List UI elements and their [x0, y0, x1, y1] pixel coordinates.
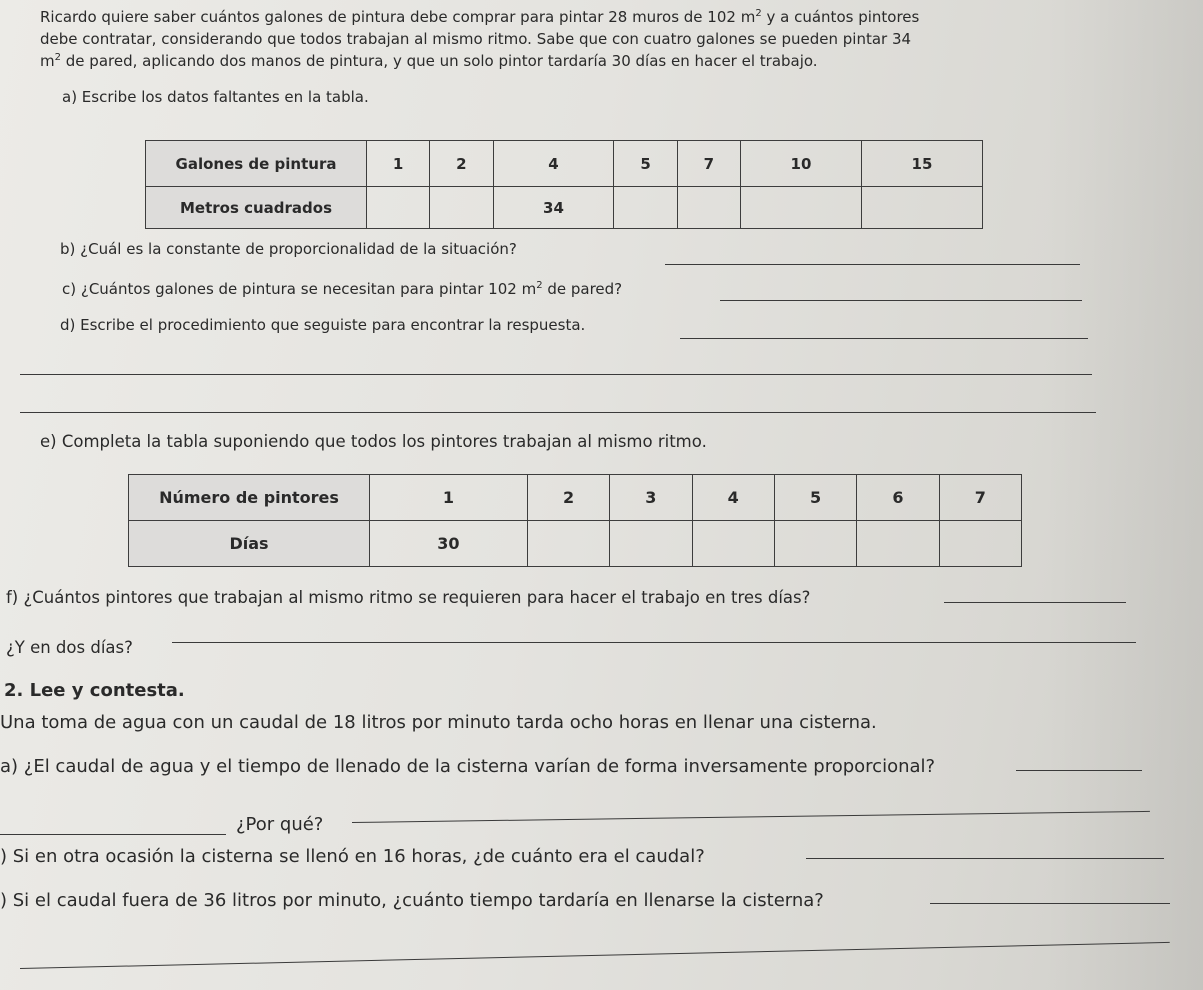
painters-cell: 6: [857, 475, 939, 521]
section-2-title: 2. Lee y contesta.: [4, 680, 185, 701]
page-shadow: [1043, 0, 1203, 990]
answer-line-2c[interactable]: [930, 903, 1170, 904]
area-cell[interactable]: [430, 187, 493, 229]
days-cell[interactable]: [774, 521, 856, 567]
area-cell[interactable]: [614, 187, 677, 229]
days-cell[interactable]: [939, 521, 1021, 567]
answer-line-c[interactable]: [720, 300, 1082, 301]
painters-cell: 1: [370, 475, 528, 521]
days-cell[interactable]: [857, 521, 939, 567]
paint-table-row-gallons: [146, 141, 983, 187]
paint-table: [145, 140, 983, 229]
area-cell[interactable]: [740, 187, 861, 229]
painters-cell: 5: [774, 475, 856, 521]
answer-line-d-3[interactable]: [20, 412, 1096, 413]
area-header: Metros cuadrados: [146, 187, 367, 229]
days-cell[interactable]: [610, 521, 692, 567]
painters-cell: 4: [692, 475, 774, 521]
gallons-cell: 2: [430, 141, 493, 187]
area-cell[interactable]: [861, 187, 982, 229]
answer-line-d-2[interactable]: [20, 374, 1092, 375]
gallons-cell: 5: [614, 141, 677, 187]
painters-table: [128, 474, 1022, 567]
gallons-cell: 7: [677, 141, 740, 187]
area-cell[interactable]: [677, 187, 740, 229]
area-cell[interactable]: [367, 187, 430, 229]
section-2-text: Una toma de agua con un caudal de 18 litros por minuto tarda ocho horas en llenar una cisterna.: [0, 712, 877, 733]
painters-table-row-count: [129, 475, 1022, 521]
answer-line-f-2[interactable]: [172, 642, 1136, 643]
answer-line-2c-2[interactable]: [20, 942, 1170, 969]
section-2-question-a: a) ¿El caudal de agua y el tiempo de llenado de la cisterna varían de forma inversamente proporcional?: [0, 756, 936, 777]
gallons-cell: 1: [367, 141, 430, 187]
painters-cell: 2: [527, 475, 609, 521]
question-c: c) ¿Cuántos galones de pintura se necesitan para pintar 102 $m^2$ de pared?: [62, 280, 623, 298]
days-cell[interactable]: [692, 521, 774, 567]
intro-line-2: debe contratar, considerando que todos trabajan al mismo ritmo. Sabe que con cuatro galones se pueden pintar 34: [40, 30, 912, 48]
painters-cell: 7: [939, 475, 1021, 521]
question-d: d) Escribe el procedimiento que seguiste para encontrar la respuesta.: [60, 316, 586, 334]
painters-table-row-days: [129, 521, 1022, 567]
gallons-cell: 10: [740, 141, 861, 187]
answer-line-2b[interactable]: [806, 858, 1164, 859]
days-cell[interactable]: [527, 521, 609, 567]
gallons-header: Galones de pintura: [146, 141, 367, 187]
area-cell: 34: [493, 187, 614, 229]
intro-line-3: $m^2$ de pared, aplicando dos manos de pintura, y que un solo pintor tardaría 30 días en hacer el trabajo.: [40, 52, 818, 70]
section-2-question-b: ) Si en otra ocasión la cisterna se llenó en 16 horas, ¿de cuánto era el caudal?: [0, 846, 705, 867]
days-header: Días: [129, 521, 370, 567]
paint-table-row-area: [146, 187, 983, 229]
answer-line-2a-pre[interactable]: [0, 834, 226, 835]
question-e: e) Completa la tabla suponiendo que todos los pintores trabajan al mismo ritmo.: [40, 432, 707, 451]
question-b: b) ¿Cuál es la constante de proporcionalidad de la situación?: [60, 240, 517, 258]
question-f-2: ¿Y en dos días?: [6, 638, 133, 657]
section-2-question-c: ) Si el caudal fuera de 36 litros por minuto, ¿cuánto tiempo tardaría en llenarse la cisterna?: [0, 890, 824, 911]
answer-line-b[interactable]: [665, 264, 1080, 265]
days-cell: 30: [370, 521, 528, 567]
answer-line-2a-why[interactable]: [352, 811, 1150, 823]
gallons-cell: 15: [861, 141, 982, 187]
intro-line-1: Ricardo quiere saber cuántos galones de pintura debe comprar para pintar 28 muros de 102 $m^2$ y a cuántos pintores: [40, 8, 920, 26]
question-f: f) ¿Cuántos pintores que trabajan al mismo ritmo se requieren para hacer el trabajo en tres días?: [6, 588, 811, 607]
answer-line-2a[interactable]: [1016, 770, 1142, 771]
painters-cell: 3: [610, 475, 692, 521]
question-a: a) Escribe los datos faltantes en la tabla.: [62, 88, 369, 106]
gallons-cell: 4: [493, 141, 614, 187]
painters-header: Número de pintores: [129, 475, 370, 521]
answer-line-f[interactable]: [944, 602, 1126, 603]
section-2-por-que: ¿Por qué?: [236, 814, 324, 835]
answer-line-d[interactable]: [680, 338, 1088, 339]
